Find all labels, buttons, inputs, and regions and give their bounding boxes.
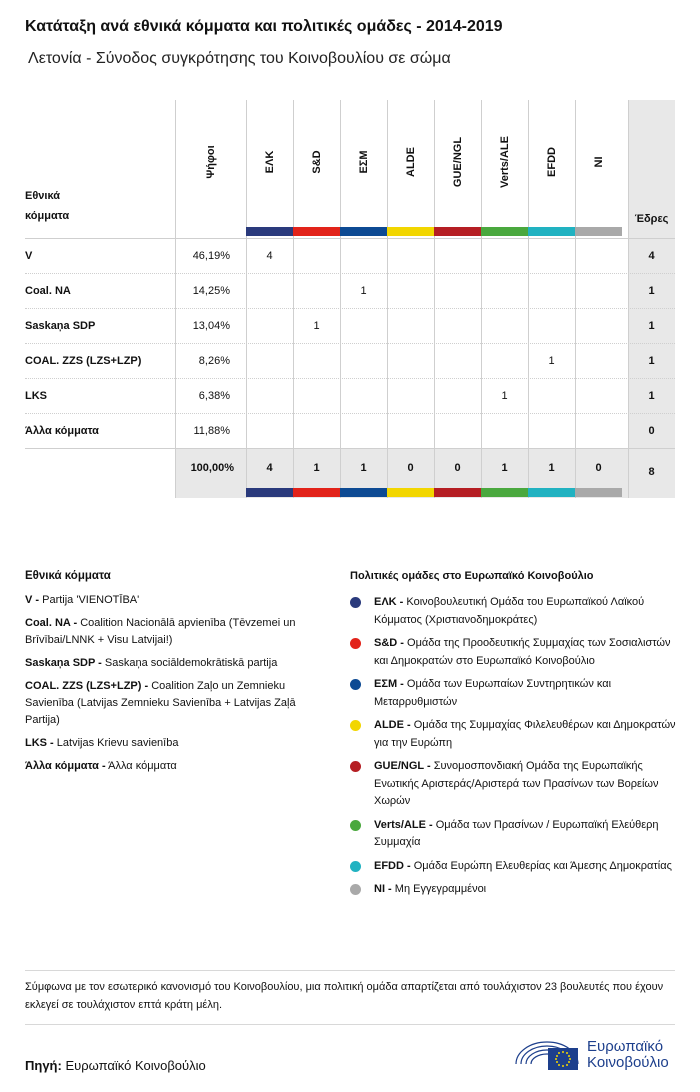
group-seat-cell: 1 [501, 390, 508, 402]
group-color-bar [340, 227, 387, 236]
party-name: LKS [25, 390, 47, 402]
vote-share: 8,26% [198, 355, 230, 367]
group-color-dot-icon [350, 720, 361, 731]
legend-text: Ομάδα των Πρασίνων / Ευρωπαϊκή Ελεύθερη Συμμαχία [374, 818, 659, 848]
group-header-label: S&D [310, 150, 323, 174]
total-row [25, 448, 675, 489]
national-legend-heading: Εθνικά κόμματα [25, 570, 111, 582]
table-row [25, 273, 675, 309]
group-legend-item [350, 758, 680, 811]
group-column-header [575, 100, 622, 227]
source-label: Πηγή: [25, 1058, 62, 1073]
total-group-cell: 1 [313, 462, 320, 474]
vote-share: 46,19% [192, 250, 230, 262]
group-color-bar [481, 227, 528, 236]
national-party-legend-item [25, 655, 330, 672]
legend-text: Κοινοβουλευτική Ομάδα του Ευρωπαϊκού Λαϊκού Κόμματος (Χριστιανοδημοκράτες) [374, 596, 645, 626]
legend-text: Άλλα κόμματα [105, 760, 177, 772]
group-header-label: ALDE [404, 147, 417, 177]
group-seat-cell: 1 [548, 355, 555, 367]
total-group-cell: 1 [548, 462, 555, 474]
group-seat-cell: 1 [313, 320, 320, 332]
legend-text: Coalition Nacionālā apvienība (Tēvzemei un Brīvībai/LNNK + Visu Latvijai!) [25, 617, 296, 646]
vote-share: 11,88% [193, 425, 230, 437]
group-color-bar [387, 227, 434, 236]
group-color-dot-icon [350, 820, 361, 831]
party-column-header [25, 186, 69, 226]
legend-abbr: LKS - [25, 737, 54, 749]
table-row [25, 238, 675, 274]
political-groups-legend [350, 570, 680, 905]
group-legend-item [350, 881, 680, 899]
legend-text: Coalition Zaļo un Zemnieku Savienība (Latvijas Zemnieku Savienība + Latvijas Zaļā Partija) [25, 680, 296, 726]
group-legend-item [350, 635, 680, 670]
legend-abbr: Verts/ALE - [374, 818, 433, 831]
group-color-bar [293, 227, 340, 236]
legend-abbr: S&D - [374, 637, 404, 649]
party-name: COAL. ZZS (LZS+LZP) [25, 355, 142, 367]
legend-abbr: NI - [374, 883, 392, 895]
group-legend-item [350, 594, 680, 629]
national-party-legend-item [25, 615, 330, 649]
national-parties-legend [25, 570, 330, 781]
national-party-legend-item [25, 592, 330, 609]
divider [25, 970, 675, 971]
votes-header-label: Ψήφοι [204, 145, 217, 179]
group-color-bar [387, 488, 434, 497]
group-color-bar [246, 488, 293, 497]
group-header-label: EFDD [545, 147, 558, 177]
logo-line-2: Κοινοβούλιο [587, 1054, 669, 1071]
group-color-bar [434, 227, 481, 236]
table-row [25, 413, 675, 449]
legend-text: Latvijas Krievu savienība [53, 737, 179, 749]
results-table [25, 100, 675, 500]
group-column-header [434, 100, 481, 227]
total-group-cell: 0 [454, 462, 461, 474]
group-column-header [481, 100, 528, 227]
legend-abbr: EFDD - [374, 859, 411, 872]
total-group-cell: 4 [266, 462, 273, 474]
rules-note: Σύμφωνα με τον εσωτερικό κανονισμό του Κοινοβουλίου, μια πολιτική ομάδα απαρτίζεται από τουλάχιστον 23 βουλευτές που έχουν εκλεγεί σε τουλάχιστον επτά κράτη μέλη. [25, 981, 664, 1011]
group-column-header [387, 100, 434, 227]
group-color-bar [340, 488, 387, 497]
group-column-header [246, 100, 293, 227]
logo-text [587, 1039, 669, 1071]
legend-abbr: Άλλα κόμματα - [25, 760, 106, 772]
vote-share: 6,38% [198, 390, 230, 402]
group-color-bar [528, 488, 575, 497]
total-votes: 100,00% [190, 462, 234, 474]
legend-abbr: V - [25, 594, 40, 606]
group-color-bar [293, 488, 340, 497]
group-color-dot-icon [350, 761, 361, 772]
group-color-dot-icon [350, 679, 361, 690]
group-header-label: GUE/NGL [451, 136, 464, 188]
group-color-dot-icon [350, 884, 361, 895]
party-name: V [25, 250, 33, 262]
parliament-hemicycle-icon [512, 1034, 582, 1074]
group-color-bar [246, 227, 293, 236]
national-party-legend-item [25, 678, 330, 729]
total-group-cell: 0 [407, 462, 414, 474]
votes-column-header [175, 100, 246, 227]
legend-abbr: ALDE - [374, 719, 411, 731]
total-group-cell: 1 [501, 462, 508, 474]
group-header-label: Verts/ALE [498, 136, 511, 188]
legend-text: Partija 'VIENOTĪBA' [39, 594, 140, 606]
legend-text: Ομάδα της Συμμαχίας Φιλελευθέρων και Δημοκρατών για την Ευρώπη [374, 719, 676, 749]
legend-abbr: GUE/NGL - [374, 760, 431, 772]
party-header-line: κόμματα [25, 210, 70, 222]
seat-count: 4 [648, 250, 655, 262]
seat-count: 1 [648, 320, 655, 332]
legend-text: Συνομοσπονδιακή Ομάδα της Ευρωπαϊκής Ενωτικής Αριστεράς/Αριστερά των Πρασίνων των Βορείων Χωρών [374, 760, 659, 807]
total-group-cell: 0 [595, 462, 602, 474]
legend-text: Saskaņa sociāldemokrātiskā partija [101, 657, 278, 669]
source-text: Ευρωπαϊκό Κοινοβούλιο [61, 1058, 206, 1073]
legend-text: Ομάδα της Προοδευτικής Συμμαχίας των Σοσιαλιστών και Δημοκρατών στο Ευρωπαϊκό Κοινοβούλιο [374, 637, 671, 667]
table-row [25, 378, 675, 414]
seat-count: 1 [648, 390, 655, 402]
group-color-bar [481, 488, 528, 497]
group-column-header [340, 100, 387, 227]
legend-abbr: Saskaņa SDP - [25, 657, 102, 669]
group-legend-item [350, 676, 680, 711]
legend-abbr: COAL. ZZS (LZS+LZP) - [25, 680, 149, 692]
group-legend-item [350, 858, 680, 876]
national-party-legend-item [25, 758, 330, 775]
group-color-dot-icon [350, 597, 361, 608]
national-party-legend-item [25, 735, 330, 752]
party-name: Saskaņa SDP [25, 320, 96, 332]
total-group-cell: 1 [360, 462, 367, 474]
logo-line-1: Ευρωπαϊκό [587, 1038, 664, 1055]
divider [25, 1024, 675, 1025]
table-row [25, 308, 675, 344]
legend-abbr: ΕΣΜ - [374, 678, 404, 690]
page-subtitle: Λετονία - Σύνοδος συγκρότησης του Κοινοβουλίου σε σώμα [28, 50, 451, 67]
vote-share: 13,04% [192, 320, 230, 332]
party-header-line: Εθνικά [25, 190, 60, 202]
legend-text: Ομάδα των Ευρωπαίων Συντηρητικών και Μεταρρυθμιστών [374, 678, 612, 708]
group-color-bar [575, 488, 622, 497]
legend-abbr: ΕΛΚ - [374, 596, 404, 608]
group-header-label: ΕΛΚ [263, 150, 276, 174]
group-seat-cell: 1 [360, 285, 367, 297]
group-color-dot-icon [350, 638, 361, 649]
legend-text: Ομάδα Ευρώπη Ελευθερίας και Άμεσης Δημοκρατίας [410, 859, 672, 872]
vote-share: 14,25% [192, 285, 230, 297]
source-line [25, 1058, 206, 1073]
group-legend-item [350, 817, 680, 852]
total-seats: 8 [648, 466, 655, 478]
groups-legend-heading: Πολιτικές ομάδες στο Ευρωπαϊκό Κοινοβούλιο [350, 570, 594, 582]
ep-logo [512, 1034, 677, 1078]
party-name: Άλλα κόμματα [25, 425, 99, 437]
group-seat-cell: 4 [266, 250, 273, 262]
group-column-header [293, 100, 340, 227]
group-color-bar [575, 227, 622, 236]
group-legend-item [350, 717, 680, 752]
group-color-bar [434, 488, 481, 497]
table-row [25, 343, 675, 379]
seats-column-header: Έδρες [634, 213, 669, 225]
group-header-label: ΕΣΜ [357, 150, 370, 174]
legend-abbr: Coal. NA - [25, 617, 78, 629]
seat-count: 0 [648, 425, 655, 437]
party-name: Coal. NA [25, 285, 71, 297]
seat-count: 1 [648, 355, 655, 367]
group-color-bar [528, 227, 575, 236]
page-title: Κατάταξη ανά εθνικά κόμματα και πολιτικές ομάδες - 2014-2019 [25, 18, 503, 35]
group-column-header [528, 100, 575, 227]
group-color-dot-icon [350, 861, 361, 872]
seat-count: 1 [648, 285, 655, 297]
legend-text: Μη Εγγεγραμμένοι [391, 883, 487, 895]
group-header-label: NI [592, 156, 605, 168]
